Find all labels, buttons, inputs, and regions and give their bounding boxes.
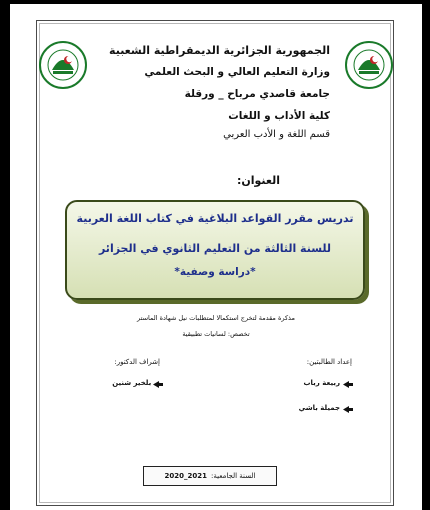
arrow-bullet-icon — [343, 381, 353, 388]
academic-year-label: السنة الجامعية: — [210, 472, 256, 480]
arrow-bullet-icon — [343, 406, 353, 413]
academic-year-value: 2021_2020 — [164, 472, 207, 480]
student-name: ربيعة رباب — [303, 379, 340, 387]
department-name: قسم اللغة و الأدب العربي — [223, 129, 330, 140]
thesis-title-line-1: تدريس مقرر القواعد البلاغية في كتاب اللغة العربية — [76, 212, 354, 225]
faculty-name: كلية الأداب و اللغات — [228, 110, 330, 122]
memo-specialty: تخصص: لسانيات تطبيقية — [182, 330, 250, 338]
thesis-subtitle: *دراسة وصفية* — [174, 266, 256, 278]
preparation-label: إعداد الطالبتين: — [306, 358, 352, 366]
academic-year-box — [143, 466, 277, 486]
university-name: جامعة قاصدي مرباح _ ورقلة — [184, 88, 330, 100]
document-page — [10, 4, 422, 510]
supervision-label: إشراف الدكتور: — [114, 358, 160, 366]
university-seal-icon — [38, 40, 88, 90]
thesis-title-box — [65, 200, 365, 300]
ministry-name: وزارة التعليم العالي و البحث العلمي — [144, 66, 330, 78]
title-label: العنوان: — [236, 174, 280, 187]
supervisor-name: د. بلخير شنين — [112, 379, 160, 387]
thesis-title-line-2: للسنة الثالثة من التعليم الثانوي في الجزائر — [98, 242, 332, 255]
student-name: جميلة باشي — [298, 404, 340, 412]
memo-purpose: مذكرة مقدمة لتخرج استكمالا لمتطلبات نيل شهادة الماستر — [137, 314, 295, 322]
university-seal-icon — [344, 40, 394, 90]
republic-name: الجمهورية الجزائرية الديمقراطية الشعبية — [109, 44, 330, 57]
